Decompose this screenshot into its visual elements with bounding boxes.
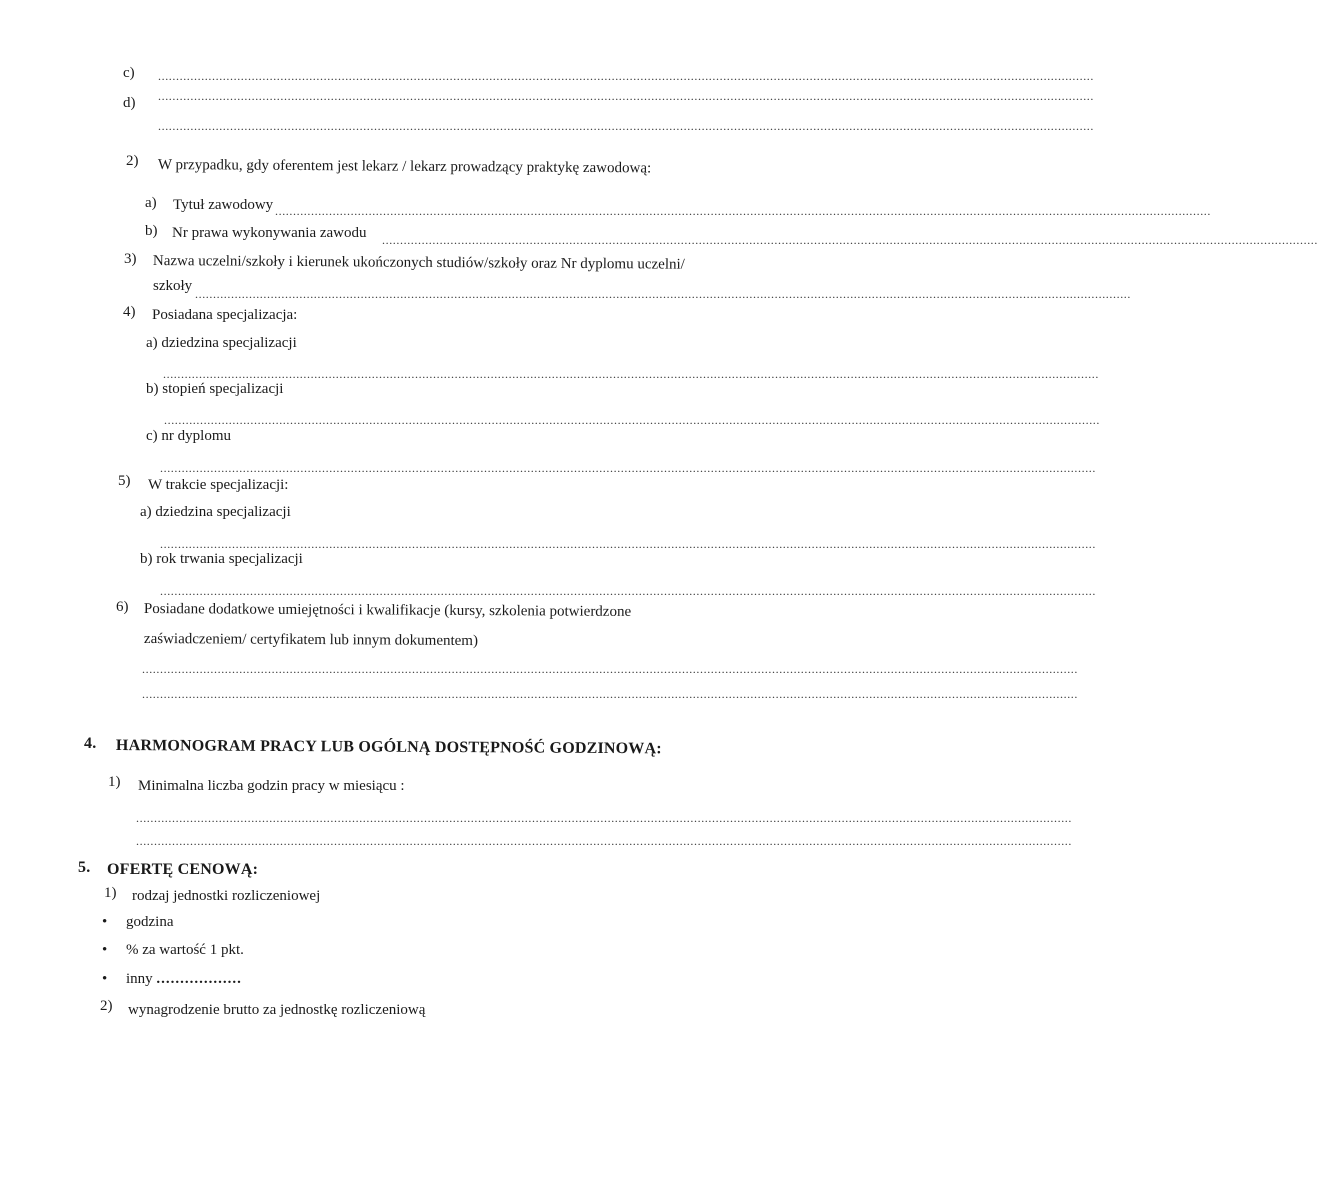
q6-field-line2[interactable]: .................................................................................................................................................................................................................................................................... bbox=[142, 687, 1078, 701]
item-c-marker: c) bbox=[123, 65, 135, 81]
q5-number: 5) bbox=[118, 473, 131, 489]
bullet-icon: • bbox=[102, 914, 108, 930]
option-inny-field[interactable]: .................. bbox=[156, 971, 242, 987]
option-godzina[interactable] bbox=[102, 913, 173, 931]
section5-item2-number: 2) bbox=[100, 998, 113, 1014]
option-inny-label: inny bbox=[126, 971, 153, 987]
q6-text2: zaświadczeniem/ certyfikatem lub innym dokumentem) bbox=[143, 631, 479, 650]
q4-b-field[interactable]: .................................................................................................................................................................................................................................................................... bbox=[164, 413, 1100, 427]
q4-c-label: c) nr dyplomu bbox=[146, 428, 231, 444]
option-procent[interactable] bbox=[102, 941, 244, 959]
q2-a-field[interactable]: .................................................................................................................................................................................................................................................................... bbox=[275, 204, 1211, 218]
q2-b-marker: b) bbox=[145, 223, 158, 239]
section4-field-line2[interactable]: .................................................................................................................................................................................................................................................................... bbox=[136, 834, 1072, 848]
q5-a-field[interactable]: .................................................................................................................................................................................................................................................................... bbox=[160, 537, 1096, 551]
section4-field-line1[interactable]: .................................................................................................................................................................................................................................................................... bbox=[136, 811, 1072, 825]
q2-number: 2) bbox=[126, 153, 139, 169]
section5-item2-text: wynagrodzenie brutto za jednostkę rozliczeniową bbox=[128, 1002, 426, 1018]
option-procent-label: % za wartość 1 pkt. bbox=[126, 942, 244, 958]
section5-item1-text: rodzaj jednostki rozliczeniowej bbox=[132, 888, 321, 904]
option-inny[interactable] bbox=[102, 970, 242, 988]
q6-number: 6) bbox=[116, 599, 129, 615]
section5-title: OFERTĘ CENOWĄ: bbox=[107, 861, 259, 878]
q2-text: W przypadku, gdy oferentem jest lekarz / lekarz prowadzący praktykę zawodową: bbox=[157, 156, 652, 177]
q2-a-label: Tytuł zawodowy bbox=[173, 197, 274, 213]
section5-number: 5. bbox=[78, 859, 91, 876]
q4-b-label: b) stopień specjalizacji bbox=[146, 381, 284, 397]
q3-number: 3) bbox=[124, 251, 137, 267]
item-d-marker: d) bbox=[123, 95, 136, 111]
q3-text2: szkoły bbox=[153, 278, 193, 294]
option-godzina-label: godzina bbox=[126, 914, 174, 930]
q3-field[interactable]: .................................................................................................................................................................................................................................................................... bbox=[195, 287, 1131, 301]
section4-item1-number: 1) bbox=[108, 774, 121, 790]
bullet-icon: • bbox=[102, 971, 108, 987]
q4-text: Posiadana specjalizacja: bbox=[152, 307, 298, 323]
q5-b-field[interactable]: .................................................................................................................................................................................................................................................................... bbox=[160, 584, 1096, 598]
q4-a-label: a) dziedzina specjalizacji bbox=[146, 335, 297, 351]
q5-a-label: a) dziedzina specjalizacji bbox=[140, 504, 291, 520]
item-d-field-line2[interactable]: .................................................................................................................................................................................................................................................................... bbox=[158, 119, 1094, 133]
q5-text: W trakcie specjalizacji: bbox=[148, 477, 289, 493]
q5-b-label: b) rok trwania specjalizacji bbox=[140, 551, 303, 567]
q4-c-field[interactable]: .................................................................................................................................................................................................................................................................... bbox=[160, 461, 1096, 475]
item-d-field-line1[interactable]: .................................................................................................................................................................................................................................................................... bbox=[158, 89, 1094, 103]
q3-text: Nazwa uczelni/szkoły i kierunek ukończonych studiów/szkoły oraz Nr dyplomu uczelni/ bbox=[152, 252, 685, 273]
q4-a-field[interactable]: .................................................................................................................................................................................................................................................................... bbox=[163, 367, 1099, 381]
bullet-icon: • bbox=[102, 942, 108, 958]
q6-field-line1[interactable]: .................................................................................................................................................................................................................................................................... bbox=[142, 662, 1078, 676]
q6-text: Posiadane dodatkowe umiejętności i kwalifikacje (kursy, szkolenia potwierdzone bbox=[143, 601, 632, 620]
q2-b-label: Nr prawa wykonywania zawodu bbox=[172, 225, 367, 241]
q4-number: 4) bbox=[123, 304, 136, 320]
section4-title: HARMONOGRAM PRACY LUB OGÓLNĄ DOSTĘPNOŚĆ GODZINOWĄ: bbox=[115, 737, 662, 758]
section4-number: 4. bbox=[84, 735, 97, 752]
item-c-field[interactable]: .................................................................................................................................................................................................................................................................... bbox=[158, 69, 1094, 83]
q2-b-field[interactable]: .................................................................................................................................................................................................................................................................... bbox=[382, 233, 1318, 247]
section5-item1-number: 1) bbox=[104, 885, 117, 901]
q2-a-marker: a) bbox=[145, 195, 157, 211]
section4-item1-text: Minimalna liczba godzin pracy w miesiącu : bbox=[138, 778, 405, 794]
